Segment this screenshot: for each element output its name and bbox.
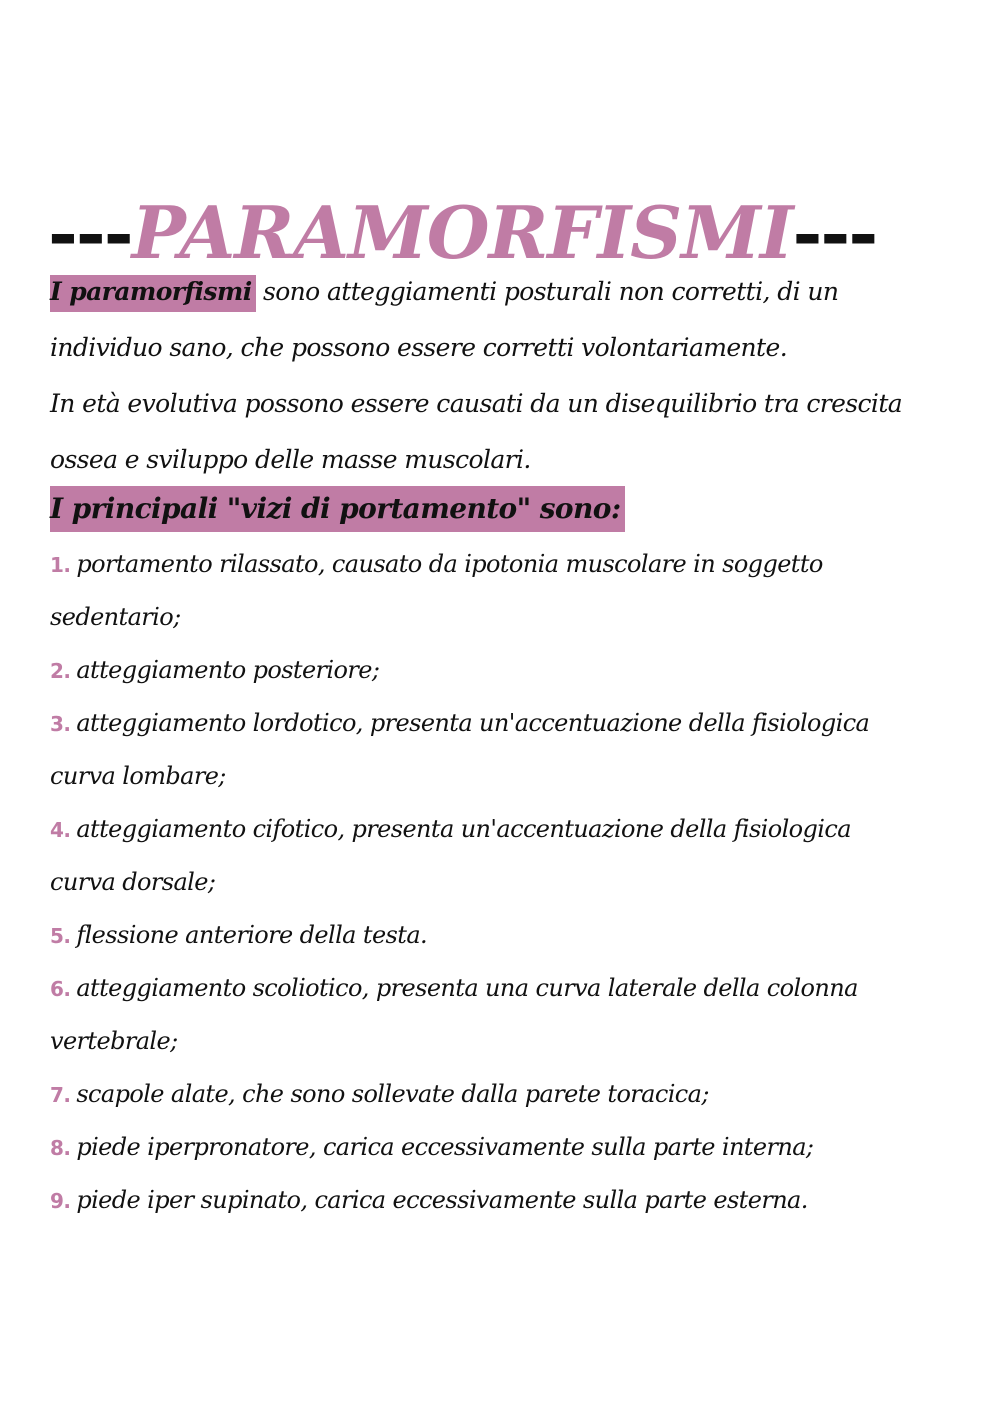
list-item: [50, 538, 960, 644]
list-item: [50, 909, 960, 962]
list-item-number: 2.: [50, 659, 71, 683]
list-item-line: [50, 962, 960, 1015]
list-item-text: atteggiamento posteriore;: [76, 656, 380, 684]
list-item-line: [50, 803, 960, 856]
list-item-continuation: curva lombare;: [50, 762, 226, 790]
list-item: [50, 697, 960, 803]
intro-line-3: In età evolutiva possono essere causati da un disequilibrio tra crescita: [50, 389, 903, 418]
list-item: [50, 1121, 960, 1174]
list-item-number: 4.: [50, 818, 71, 842]
list-item-number: 8.: [50, 1136, 71, 1160]
intro-line-2: individuo sano, che possono essere corretti volontariamente.: [50, 333, 788, 362]
list-item: [50, 962, 960, 1068]
title-right-dashes: ---: [792, 190, 877, 276]
list-item-text: piede iper supinato, carica eccessivamente sulla parte esterna.: [76, 1186, 808, 1214]
list-item-number: 5.: [50, 924, 71, 948]
list-item: [50, 1068, 960, 1121]
list-item-number: 3.: [50, 712, 71, 736]
posture-list: [50, 538, 960, 1227]
list-item-number: 9.: [50, 1189, 71, 1213]
list-item-line: [50, 697, 960, 750]
intro-highlight: I paramorfismi: [50, 275, 256, 312]
list-item-line: [50, 909, 960, 962]
title-word: PARAMORFISMI: [131, 190, 793, 276]
list-item-text: scapole alate, che sono sollevate dalla parete toracica;: [76, 1080, 709, 1108]
list-item-text: flessione anteriore della testa.: [76, 921, 428, 949]
intro-paragraph: [50, 264, 960, 488]
list-item-text: atteggiamento cifotico, presenta un'accentuazione della fisiologica: [76, 815, 851, 843]
list-item-text: portamento rilassato, causato da ipotonia muscolare in soggetto: [76, 550, 823, 578]
list-item-text: atteggiamento lordotico, presenta un'accentuazione della fisiologica: [76, 709, 870, 737]
list-item: [50, 1174, 960, 1227]
intro-line-1: [50, 264, 960, 320]
list-item-continuation: vertebrale;: [50, 1027, 178, 1055]
list-item-line: [50, 538, 960, 591]
list-item-line: [50, 644, 960, 697]
list-item-line: [50, 1174, 960, 1227]
list-item-text: piede iperpronatore, carica eccessivamente sulla parte interna;: [76, 1133, 814, 1161]
title-left-dashes: ---: [48, 190, 132, 276]
list-heading-text: I principali "vizi di portamento" sono:: [50, 486, 625, 532]
list-heading: [50, 486, 625, 532]
list-item-continuation: sedentario;: [50, 603, 181, 631]
list-item: [50, 803, 960, 909]
list-item-number: 1.: [50, 553, 71, 577]
list-item-continuation: curva dorsale;: [50, 868, 216, 896]
list-item-number: 7.: [50, 1083, 71, 1107]
list-item-number: 6.: [50, 977, 71, 1001]
list-item-line: [50, 1068, 960, 1121]
list-item-text: atteggiamento scoliotico, presenta una curva laterale della colonna: [76, 974, 858, 1002]
list-item-line: [50, 1121, 960, 1174]
list-item: [50, 644, 960, 697]
intro-line-1-rest: sono atteggiamenti posturali non corretti, di un: [255, 277, 839, 306]
intro-line-4: ossea e sviluppo delle masse muscolari.: [50, 445, 531, 474]
